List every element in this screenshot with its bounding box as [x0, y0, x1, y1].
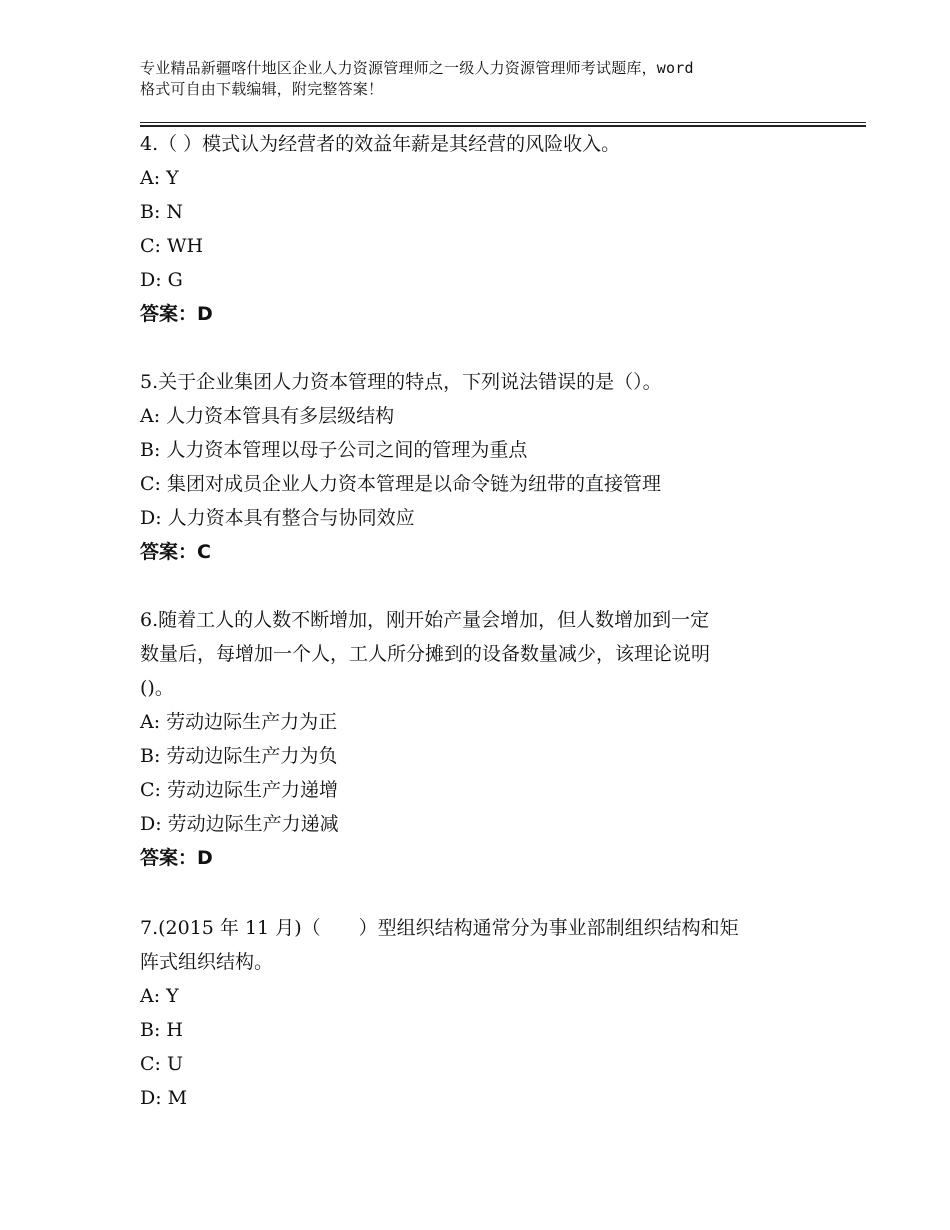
option-a: A: 人力资本管具有多层级结构: [140, 405, 395, 427]
answer-line: 答案：D: [140, 847, 213, 869]
document-header: [140, 58, 840, 100]
option-c: C: 集团对成员企业人力资本管理是以命令链为纽带的直接管理: [140, 473, 661, 495]
option-c: C: 劳动边际生产力递增: [140, 779, 338, 801]
option-b: B: H: [140, 1019, 183, 1041]
header-divider-thin: [140, 122, 866, 123]
question-stem: 5.关于企业集团人力资本管理的特点，下列说法错误的是（）。: [140, 371, 662, 393]
answer-line: 答案：D: [140, 303, 213, 325]
question-4: [140, 127, 820, 331]
question-stem-line-1: 7.(2015 年 11 月)（ ）型组织结构通常分为事业部制组织结构和矩: [140, 917, 739, 939]
question-5: [140, 365, 820, 569]
option-a: A: 劳动边际生产力为正: [140, 711, 338, 733]
option-d: D: M: [140, 1087, 188, 1109]
option-c: C: WH: [140, 235, 204, 257]
question-stem: 4.（ ）模式认为经营者的效益年薪是其经营的风险收入。: [140, 133, 621, 155]
question-stem-line-3: ()。: [140, 677, 174, 699]
option-d: D: 人力资本具有整合与协同效应: [140, 507, 415, 529]
header-line-1: 专业精品新疆喀什地区企业人力资源管理师之一级人力资源管理师考试题库，word: [140, 59, 694, 77]
answer-line: 答案：C: [140, 541, 211, 563]
question-7: [140, 911, 820, 1115]
option-b: B: N: [140, 201, 184, 223]
option-b: B: 劳动边际生产力为负: [140, 745, 338, 767]
option-a: A: Y: [140, 985, 179, 1007]
option-d: D: 劳动边际生产力递减: [140, 813, 339, 835]
header-line-2: 格式可自由下载编辑，附完整答案！: [140, 80, 384, 98]
question-6: [140, 603, 820, 875]
question-stem-line-1: 6.随着工人的人数不断增加，刚开始产量会增加，但人数增加到一定: [140, 609, 710, 631]
option-b: B: 人力资本管理以母子公司之间的管理为重点: [140, 439, 528, 461]
option-c: C: U: [140, 1053, 183, 1075]
question-stem-line-2: 数量后，每增加一个人，工人所分摊到的设备数量减少，该理论说明: [140, 643, 711, 665]
option-a: A: Y: [140, 167, 179, 189]
question-stem-line-2: 阵式组织结构。: [140, 951, 274, 973]
option-d: D: G: [140, 269, 183, 291]
